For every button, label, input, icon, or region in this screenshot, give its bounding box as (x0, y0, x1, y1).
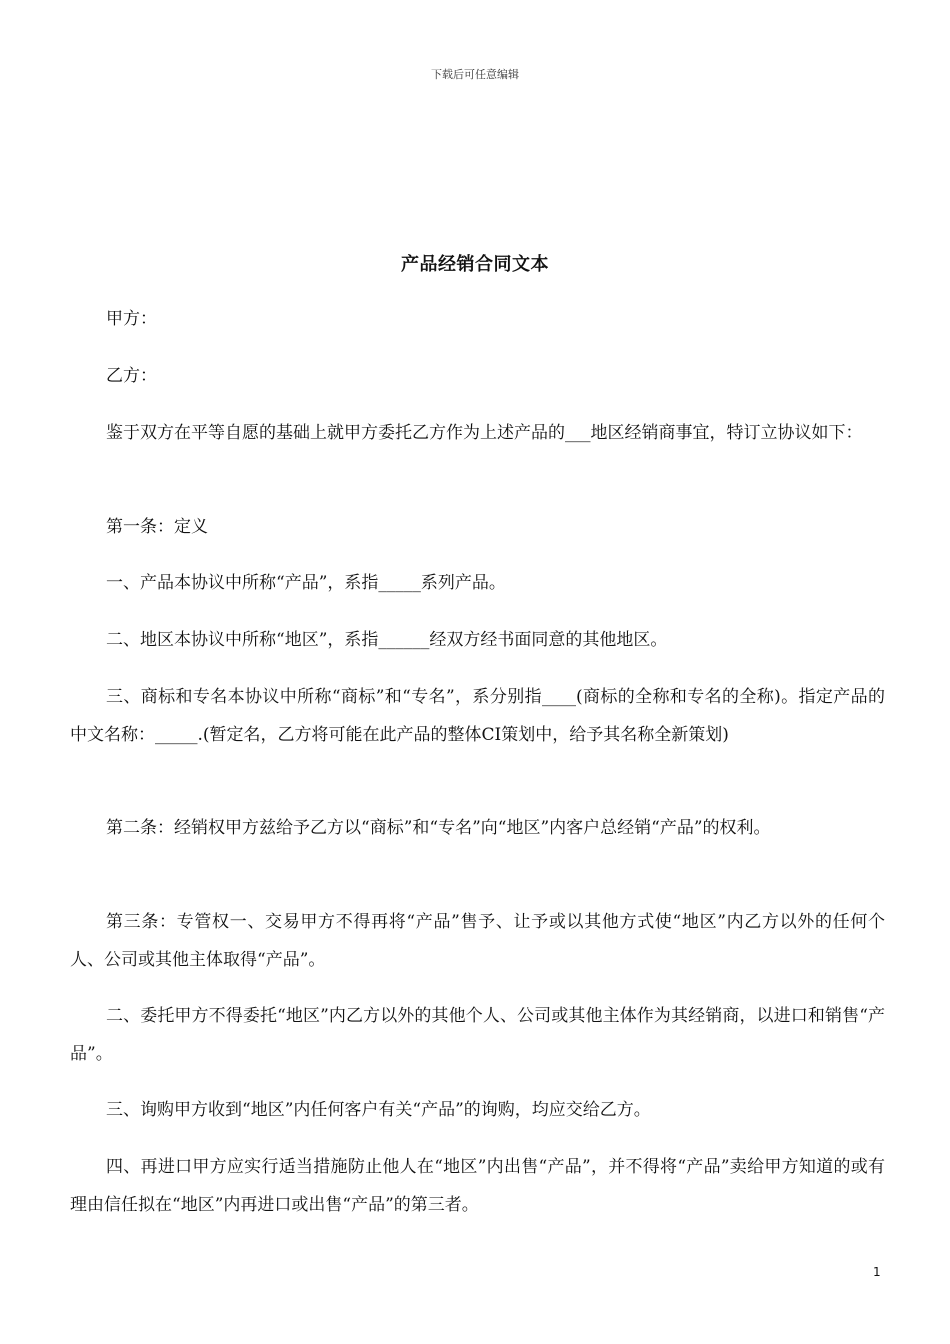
article-2-paragraph: 第二条：经销权甲方兹给予乙方以“商标”和“专名”向“地区”内客户总经销“产品”的权利。 (106, 818, 771, 838)
party-a-line: 甲方： (106, 309, 157, 329)
page-number: 1 (873, 1265, 881, 1279)
clause-trademark: 三、商标和专名本协议中所称“商标”和“专名”，系分别指____(商标的全称和专名的全称)。指定产品的中文名称：_____.(暂定名，乙方将可能在此产品的整体CI策划中，给予其名称全新策划) (70, 687, 885, 745)
clause-reimport: 四、再进口甲方应实行适当措施防止他人在“地区”内出售“产品”，并不得将“产品”卖给甲方知道的或有理由信任拟在“地区”内再进口或出售“产品”的第三者。 (70, 1157, 885, 1215)
header-note: 下载后可任意编辑 (431, 68, 519, 81)
article-3-paragraph: 第三条：专管权一、交易甲方不得再将“产品”售予、让予或以其他方式使“地区”内乙方以外的任何个人、公司或其他主体取得“产品”。 (70, 912, 885, 970)
clause-inquiry: 三、询购甲方收到“地区”内任何客户有关“产品”的询购，均应交给乙方。 (106, 1100, 651, 1120)
article-1-heading: 第一条：定义 (106, 517, 208, 537)
clause-entrust: 二、委托甲方不得委托“地区”内乙方以外的其他个人、公司或其他主体作为其经销商，以进口和销售“产品”。 (70, 1006, 885, 1064)
preamble-paragraph: 鉴于双方在平等自愿的基础上就甲方委托乙方作为上述产品的___地区经销商事宜，特订立协议如下： (106, 423, 863, 443)
party-b-line: 乙方： (106, 366, 157, 386)
clause-territory: 二、地区本协议中所称“地区”，系指______经双方经书面同意的其他地区。 (106, 630, 668, 650)
document-title: 产品经销合同文本 (401, 254, 549, 275)
clause-product: 一、产品本协议中所称“产品”，系指_____系列产品。 (106, 573, 506, 593)
